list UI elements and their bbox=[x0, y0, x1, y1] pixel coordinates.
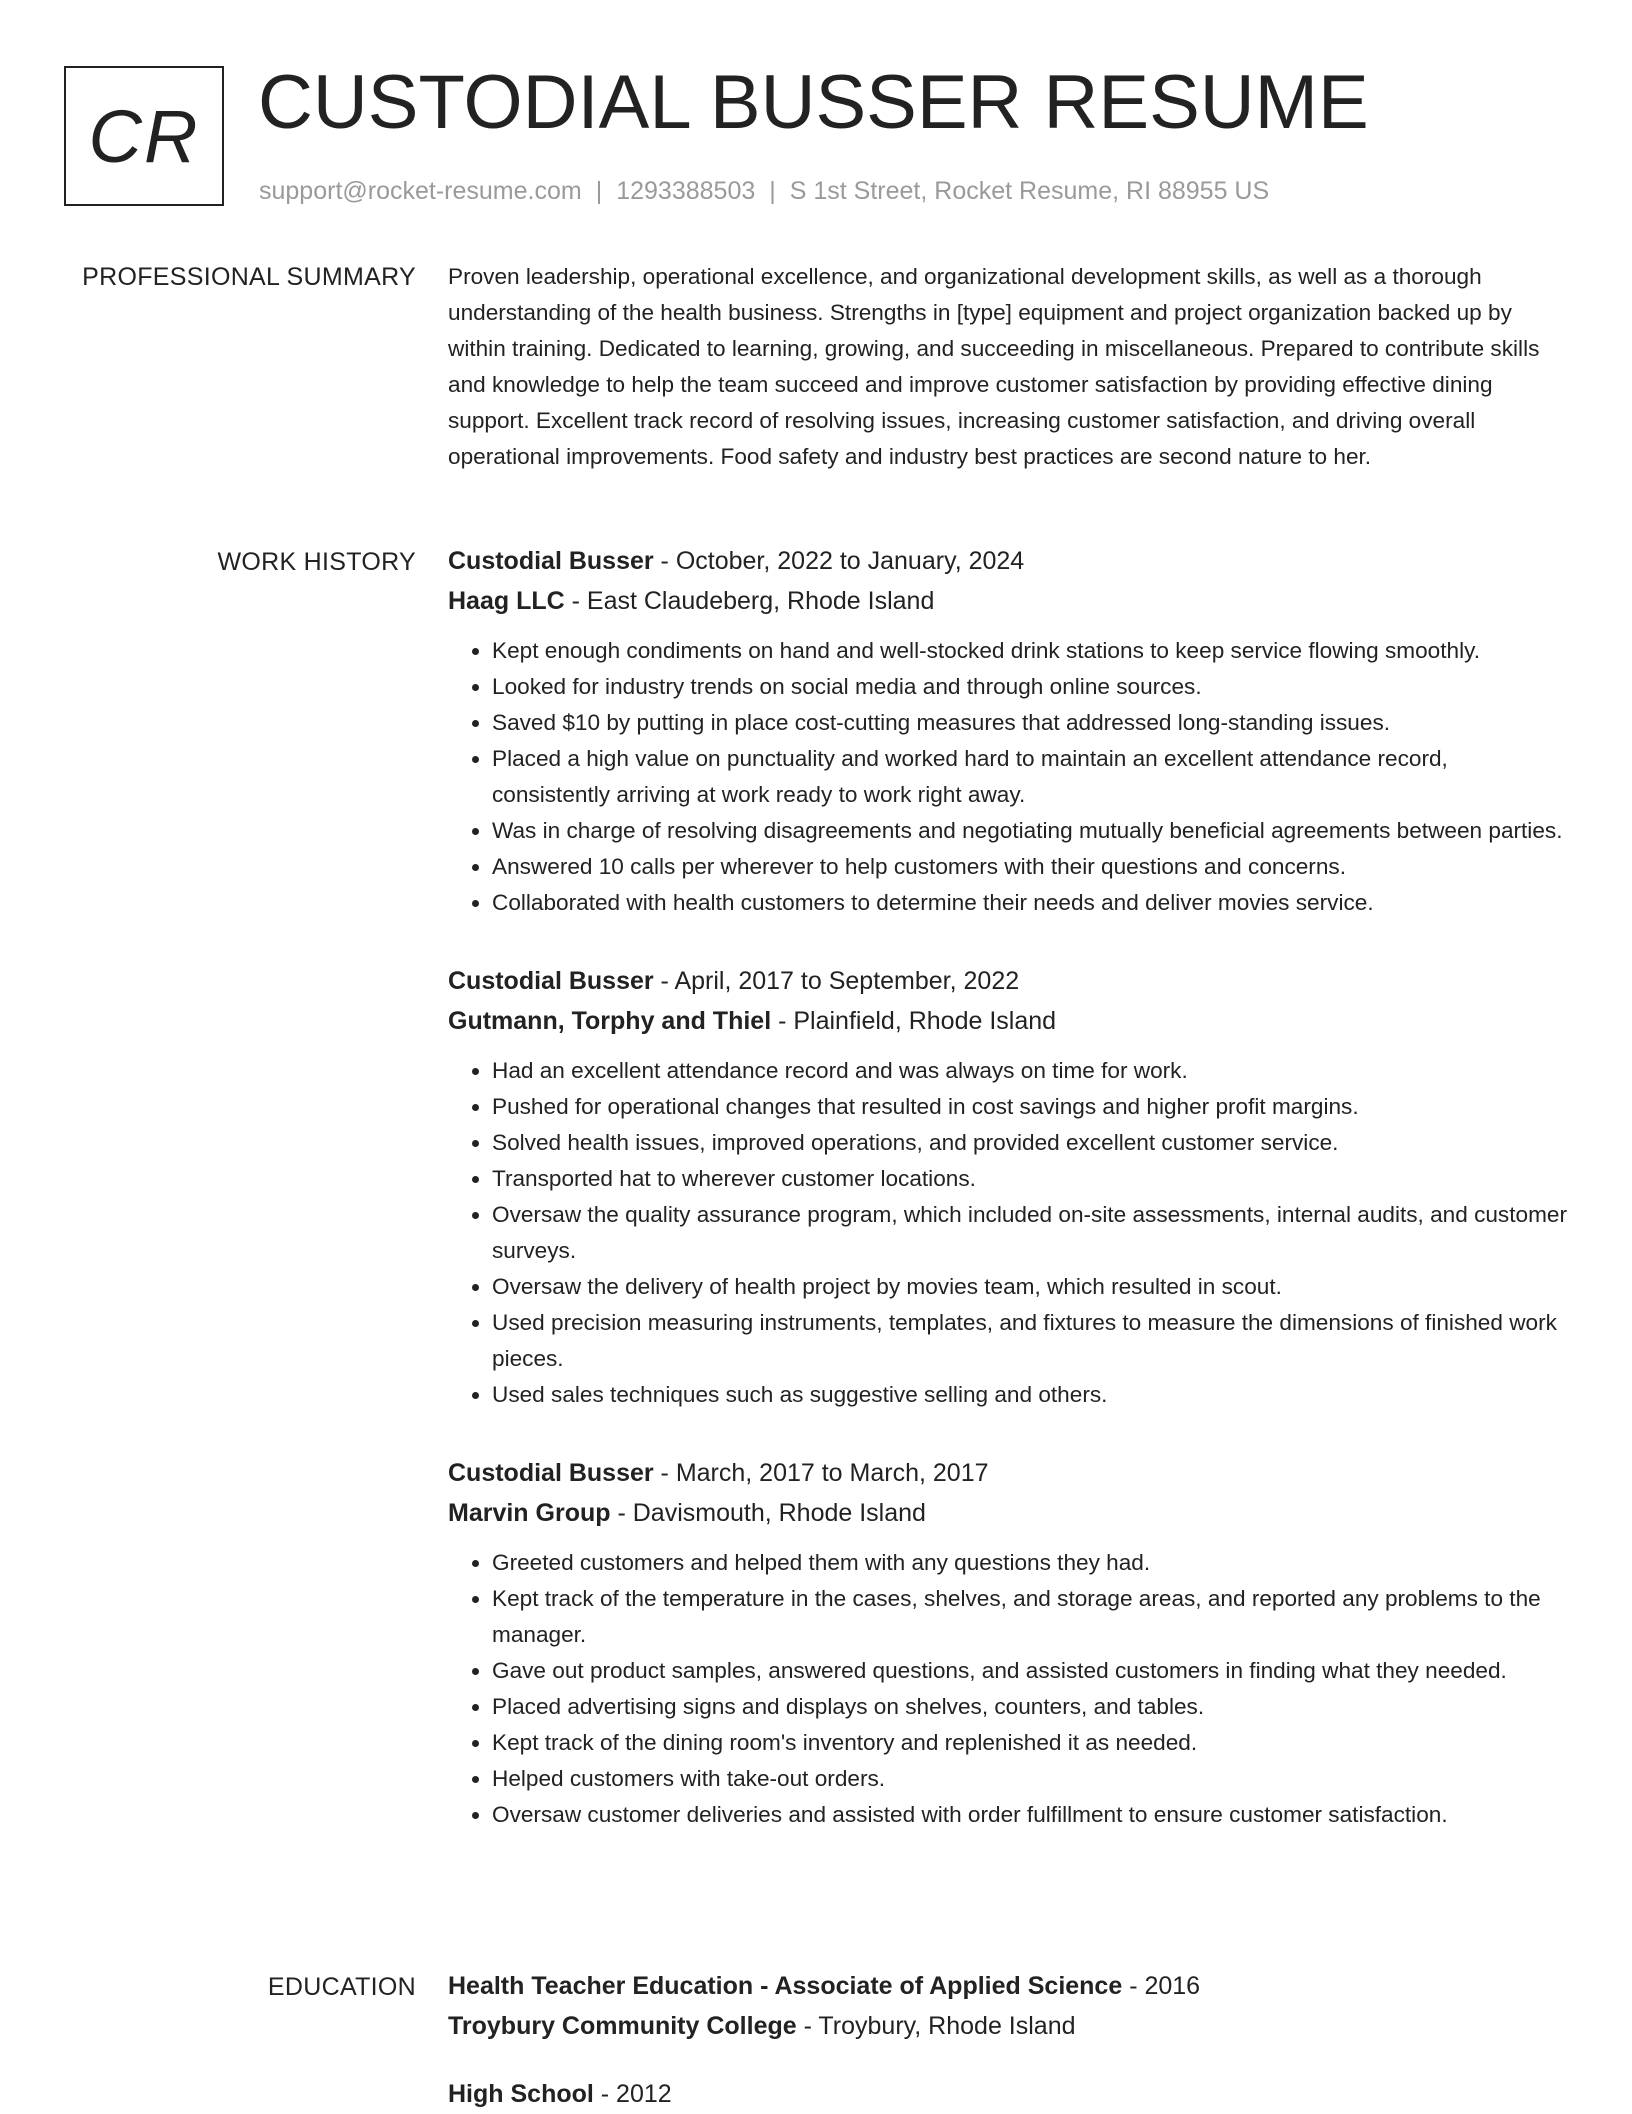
job-location: - East Claudeberg, Rhode Island bbox=[564, 587, 935, 615]
list-item: • Placed a high value on punctuality and worked hard to maintain an excellent attendance record, consistently arriving at work ready to work right away. bbox=[492, 741, 1568, 813]
job-company-line bbox=[448, 581, 1568, 621]
education-body bbox=[448, 1966, 1568, 2114]
list-item: • Greeted customers and helped them with any questions they had. bbox=[492, 1545, 1568, 1581]
job-entry bbox=[448, 1453, 1568, 1833]
job-title: Custodial Busser bbox=[448, 547, 654, 575]
job-company-line bbox=[448, 1001, 1568, 1041]
job-location: - Plainfield, Rhode Island bbox=[771, 1007, 1057, 1035]
list-item: • Was in charge of resolving disagreements and negotiating mutually beneficial agreements between parties. bbox=[492, 813, 1568, 849]
job-company-line bbox=[448, 1493, 1568, 1533]
list-item: • Gave out product samples, answered questions, and assisted customers in finding what they needed. bbox=[492, 1653, 1568, 1689]
education-year: - 2012 bbox=[593, 2080, 672, 2108]
job-title: Custodial Busser bbox=[448, 1459, 654, 1487]
job-bullet-list bbox=[448, 1545, 1568, 1833]
list-item: • Kept track of the dining room's inventory and replenished it as needed. bbox=[492, 1725, 1568, 1761]
list-item: • Pushed for operational changes that resulted in cost savings and higher profit margins. bbox=[492, 1089, 1568, 1125]
job-dates: - October, 2022 to January, 2024 bbox=[653, 547, 1025, 575]
job-dates: - April, 2017 to September, 2022 bbox=[653, 967, 1020, 995]
job-company: Haag LLC bbox=[448, 587, 565, 615]
list-item: • Solved health issues, improved operations, and provided excellent customer service. bbox=[492, 1125, 1568, 1161]
education-location: - Troybury, Rhode Island bbox=[796, 2012, 1076, 2040]
list-item: • Collaborated with health customers to determine their needs and deliver movies service. bbox=[492, 885, 1568, 921]
education-entry bbox=[448, 2074, 1568, 2114]
summary-label: PROFESSIONAL SUMMARY bbox=[82, 263, 416, 291]
contact-separator: | bbox=[595, 177, 603, 205]
job-company: Gutmann, Torphy and Thiel bbox=[448, 1007, 772, 1035]
list-item: • Oversaw customer deliveries and assisted with order fulfillment to ensure customer satisfaction. bbox=[492, 1797, 1568, 1833]
work-history-body bbox=[448, 541, 1568, 1833]
work-history-label: WORK HISTORY bbox=[217, 548, 416, 576]
list-item: • Looked for industry trends on social media and through online sources. bbox=[492, 669, 1568, 705]
education-degree: High School bbox=[448, 2080, 594, 2108]
list-item: • Placed advertising signs and displays on shelves, counters, and tables. bbox=[492, 1689, 1568, 1725]
job-entry bbox=[448, 541, 1568, 921]
list-item: • Helped customers with take-out orders. bbox=[492, 1761, 1568, 1797]
education-degree: Health Teacher Education - Associate of Applied Science bbox=[448, 1972, 1123, 2000]
education-label: EDUCATION bbox=[267, 1973, 416, 2001]
list-item: • Kept enough condiments on hand and well-stocked drink stations to keep service flowing smoothly. bbox=[492, 633, 1568, 669]
list-item: • Transported hat to wherever customer locations. bbox=[492, 1161, 1568, 1197]
monogram-logo: CR bbox=[64, 66, 224, 206]
summary-text: Proven leadership, operational excellence, and organizational development skills, as well as a thorough understanding of the health business. Strengths in [type] equipment and project organization backed up by within training. Dedicated to learning, growing, and succeeding in miscellaneous. Prepared to contribute skills and knowledge to help the team succeed and improve customer satisfaction by providing effective dining support. Excellent track record of resolving issues, increasing customer satisfaction, and driving overall operational improvements. Food safety and industry best practices are second nature to her. bbox=[448, 264, 1540, 469]
education-degree-line bbox=[448, 2074, 1568, 2114]
contact-address: S 1st Street, Rocket Resume, RI 88955 US bbox=[789, 177, 1270, 205]
contact-email: support@rocket-resume.com bbox=[259, 177, 582, 205]
job-title: Custodial Busser bbox=[448, 967, 654, 995]
job-bullet-list bbox=[448, 633, 1568, 921]
list-item: • Answered 10 calls per wherever to help customers with their questions and concerns. bbox=[492, 849, 1568, 885]
contact-line bbox=[259, 176, 1269, 206]
job-location: - Davismouth, Rhode Island bbox=[610, 1499, 926, 1527]
list-item: • Oversaw the delivery of health project by movies team, which resulted in scout. bbox=[492, 1269, 1568, 1305]
page-title: CUSTODIAL BUSSER RESUME bbox=[258, 60, 1369, 145]
contact-phone: 1293388503 bbox=[616, 177, 756, 205]
list-item: • Oversaw the quality assurance program, which included on-site assessments, internal audits, and customer surveys. bbox=[492, 1197, 1568, 1269]
job-dates: - March, 2017 to March, 2017 bbox=[653, 1459, 989, 1487]
job-company: Marvin Group bbox=[448, 1499, 611, 1527]
job-title-line bbox=[448, 541, 1568, 581]
list-item: • Used sales techniques such as suggestive selling and others. bbox=[492, 1377, 1568, 1413]
education-year: - 2016 bbox=[1122, 1972, 1201, 2000]
job-title-line bbox=[448, 1453, 1568, 1493]
education-entry bbox=[448, 1966, 1568, 2046]
education-degree-line bbox=[448, 1966, 1568, 2006]
job-bullet-list bbox=[448, 1053, 1568, 1413]
education-school: Troybury Community College bbox=[448, 2012, 797, 2040]
list-item: • Used precision measuring instruments, templates, and fixtures to measure the dimensions of finished work pieces. bbox=[492, 1305, 1568, 1377]
contact-separator: | bbox=[769, 177, 776, 205]
job-entry bbox=[448, 961, 1568, 1413]
list-item: • Had an excellent attendance record and was always on time for work. bbox=[492, 1053, 1568, 1089]
summary-body bbox=[448, 259, 1568, 475]
education-school-line bbox=[448, 2006, 1568, 2046]
list-item: • Saved $10 by putting in place cost-cutting measures that addressed long-standing issues. bbox=[492, 705, 1568, 741]
list-item: • Kept track of the temperature in the cases, shelves, and storage areas, and reported any problems to the manager. bbox=[492, 1581, 1568, 1653]
job-title-line bbox=[448, 961, 1568, 1001]
